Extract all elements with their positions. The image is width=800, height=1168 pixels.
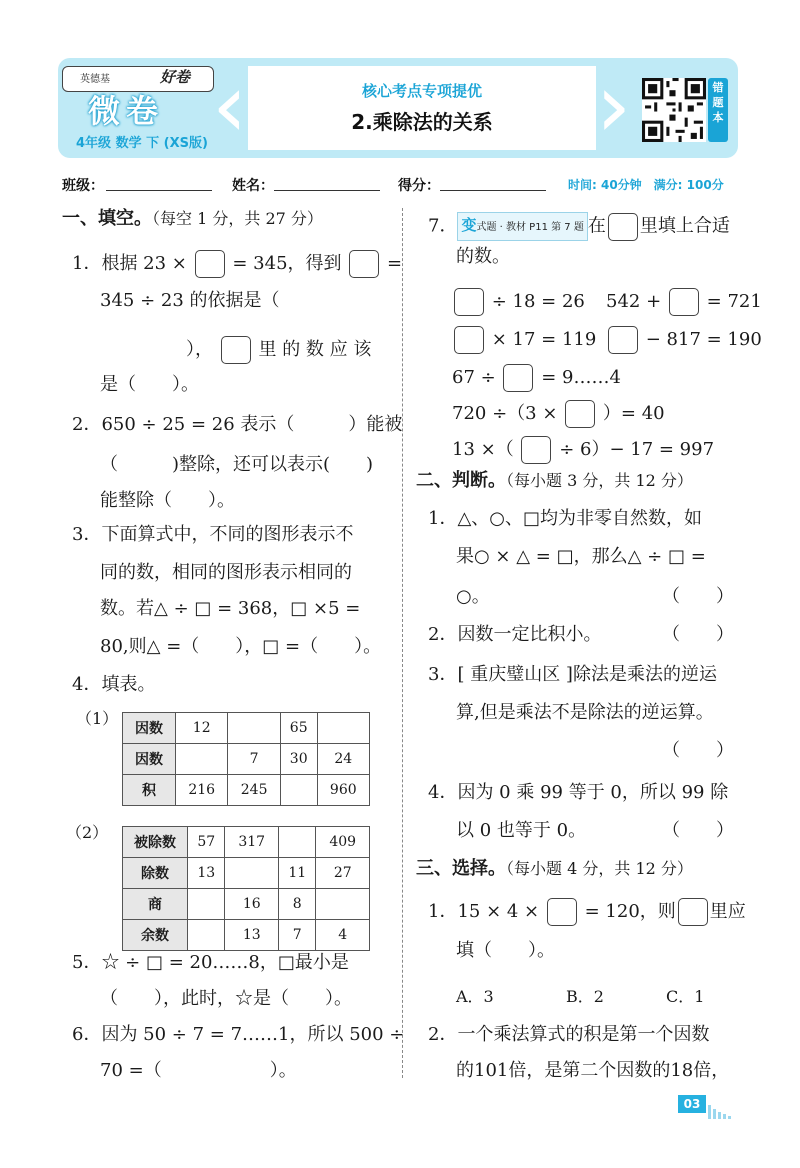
table-cell: 16 xyxy=(225,889,279,920)
table-cell: 65 xyxy=(280,713,317,744)
table-cell: 11 xyxy=(278,858,315,889)
class-label: 班级： xyxy=(62,178,104,194)
choice-1-text-c: 里应 xyxy=(709,901,746,922)
table-cell: 24 xyxy=(317,744,369,775)
table-cell[interactable] xyxy=(280,775,317,806)
table-cell: 积 xyxy=(123,775,176,806)
section-2-title: 二、判断。 xyxy=(416,470,506,491)
table-cell: 因数 xyxy=(123,744,176,775)
equation-2-text-b: = 721 xyxy=(706,291,762,312)
section-1-title: 一、填空。 xyxy=(62,208,152,229)
table-cell: 商 xyxy=(123,889,188,920)
judge-1-line-2: 果○ × △ = □，那么△ ÷ □ = xyxy=(456,546,706,567)
table-row xyxy=(123,827,370,858)
table-row xyxy=(123,713,370,744)
page-number: 03 xyxy=(678,1095,706,1113)
answer-box[interactable] xyxy=(349,250,379,278)
q1-text-d: 345 ÷ 23 的依据是（ xyxy=(100,290,280,311)
q2-line-2: （ )整除，还可以表示( ) xyxy=(100,454,374,475)
judge-4-answer[interactable]: （ ） xyxy=(662,820,734,841)
question-7-line-1 xyxy=(428,212,730,241)
decorative-bars-icon xyxy=(708,1100,733,1119)
choice-1-text-a: 1．15 × 4 × xyxy=(428,901,540,922)
table-cell: 7 xyxy=(228,744,280,775)
answer-box[interactable] xyxy=(608,326,638,354)
table-1-label: （1） xyxy=(76,709,119,728)
judge-3-line-1: 3．[ 重庆璧山区 ]除法是乘法的逆运 xyxy=(428,664,717,685)
q7-number: 7． xyxy=(428,215,458,237)
brand-small-text: 英德基 xyxy=(80,74,110,85)
table-cell[interactable] xyxy=(188,889,225,920)
q3-line-4: 80,则△ =（ ），□ =（ ）。 xyxy=(100,636,382,657)
judge-2-text: 2．因数一定比积小。 xyxy=(428,624,602,645)
q1-text-g: 是（ ）。 xyxy=(100,374,199,395)
q3-line-2: 同的数，相同的图形表示相同的 xyxy=(100,562,352,583)
answer-box[interactable] xyxy=(521,436,551,464)
table-cell[interactable] xyxy=(176,744,228,775)
table-cell: 57 xyxy=(188,827,225,858)
equation-5-text-b: = 9……4 xyxy=(541,367,621,388)
equation-7-text-a: 13 ×（ xyxy=(452,439,514,460)
answer-box[interactable] xyxy=(221,336,251,364)
table-2 xyxy=(122,826,370,951)
equation-2-text-a: 542 + xyxy=(606,291,662,312)
score-label: 得分： xyxy=(398,178,440,194)
table-cell: 960 xyxy=(317,775,369,806)
table-row xyxy=(123,889,370,920)
table-cell: 12 xyxy=(176,713,228,744)
equation-2 xyxy=(606,288,762,316)
name-label: 姓名： xyxy=(232,178,274,194)
judge-3-answer[interactable]: （ ） xyxy=(662,740,734,761)
page-subtitle: 核心考点专项提优 xyxy=(361,82,482,100)
error-book-tag: 错题本 xyxy=(708,78,728,142)
q1-text-c: = xyxy=(387,253,403,274)
section-2-note: （每小题 3 分，共 12 分） xyxy=(506,471,693,490)
choice-1-text-b: = 120，则 xyxy=(584,901,676,922)
name-field[interactable] xyxy=(274,190,380,191)
score-field[interactable] xyxy=(440,190,546,191)
time-score-info: 时间: 40分钟 满分: 100分 xyxy=(568,178,724,192)
table-cell: 13 xyxy=(188,858,225,889)
page-title: 2.乘除法的关系 xyxy=(351,110,493,134)
brand-title: 微卷 xyxy=(88,92,165,130)
choice-2-line-2: 的101倍，是第二个因数的18倍， xyxy=(456,1060,730,1081)
equation-6-text-a: 720 ÷（3 × xyxy=(452,403,558,424)
judge-4-line-1: 4．因为 0 乘 99 等于 0，所以 99 除 xyxy=(428,782,729,803)
section-3-note: （每小题 4 分，共 12 分） xyxy=(506,859,693,878)
equation-4 xyxy=(606,326,762,354)
variant-badge-text: 式题 · 教材 P11 第 7 题 xyxy=(476,222,584,233)
option-c[interactable]: C．1 xyxy=(666,987,705,1006)
chevron-right-icon: › xyxy=(596,54,632,157)
answer-box[interactable] xyxy=(669,288,699,316)
q7-text-b: 里填上合适 xyxy=(639,215,730,237)
q3-line-1: 3．下面算式中，不同的图形表示不 xyxy=(72,524,354,545)
table-cell: 245 xyxy=(228,775,280,806)
table-cell: 13 xyxy=(225,920,279,951)
judge-4-line-2: 以 0 也等于 0。 xyxy=(456,820,587,841)
section-1-note: （每空 1 分，共 27 分） xyxy=(152,209,323,228)
q4-text: 4．填表。 xyxy=(72,674,156,695)
brand-logo: 好卷 xyxy=(160,68,191,86)
section-3-heading xyxy=(416,858,693,880)
table-cell[interactable] xyxy=(316,889,370,920)
option-b[interactable]: B．2 xyxy=(566,987,604,1006)
equation-7-text-b: ÷ 6）− 17 = 997 xyxy=(559,439,715,460)
equation-6-text-b: ）= 40 xyxy=(602,403,665,424)
equation-7 xyxy=(452,436,714,464)
equation-3 xyxy=(452,326,596,354)
answer-box[interactable] xyxy=(608,213,638,241)
qr-code-icon[interactable] xyxy=(642,78,706,142)
equation-5-text-a: 67 ÷ xyxy=(452,367,496,388)
section-1-heading xyxy=(62,208,323,230)
judge-3-line-2: 算,但是乘法不是除法的逆运算。 xyxy=(456,702,714,723)
table-cell: 27 xyxy=(316,858,370,889)
answer-box[interactable] xyxy=(454,326,484,354)
question-1-line-1 xyxy=(72,250,402,278)
answer-box[interactable] xyxy=(565,400,595,428)
table-cell: 被除数 xyxy=(123,827,188,858)
q2-line-1: 2．650 ÷ 25 = 26 表示（ ）能被 xyxy=(72,414,403,435)
table-2-label: （2） xyxy=(66,823,109,842)
choice-1-line-1 xyxy=(428,898,746,926)
q1-text-a: 1．根据 23 × xyxy=(72,253,187,274)
answer-box[interactable] xyxy=(503,364,533,392)
equation-3-text: × 17 = 119 xyxy=(491,329,597,350)
judge-1-line-1: 1．△、○、□均为非零自然数，如 xyxy=(428,508,703,529)
table-cell: 除数 xyxy=(123,858,188,889)
answer-box[interactable] xyxy=(678,898,708,926)
equation-4-text: − 817 = 190 xyxy=(645,329,762,350)
table-cell[interactable] xyxy=(278,827,315,858)
table-cell[interactable] xyxy=(188,920,225,951)
judge-1-line-3: ○。 xyxy=(456,586,490,607)
variant-badge xyxy=(457,212,587,241)
variant-badge-char: 变 xyxy=(461,216,477,234)
table-cell: 409 xyxy=(316,827,370,858)
table-cell: 30 xyxy=(280,744,317,775)
q6-line-1: 6．因为 50 ÷ 7 = 7……1，所以 500 ÷ xyxy=(72,1024,405,1045)
judge-2-answer[interactable]: （ ） xyxy=(662,624,734,645)
q5-line-1: 5．☆ ÷ □ = 20……8，□最小是 xyxy=(72,952,349,973)
table-cell[interactable] xyxy=(228,713,280,744)
option-a[interactable]: A．3 xyxy=(456,987,494,1006)
equation-1-text: ÷ 18 = 26 xyxy=(491,291,585,312)
q1-text-e: ）， xyxy=(186,339,213,360)
answer-box[interactable] xyxy=(454,288,484,316)
section-2-heading xyxy=(416,470,693,492)
table-cell: 8 xyxy=(278,889,315,920)
equation-6 xyxy=(452,400,665,428)
table-row xyxy=(123,744,370,775)
class-field[interactable] xyxy=(106,190,212,191)
choice-2-line-1: 2．一个乘法算式的积是第一个因数 xyxy=(428,1024,710,1045)
q1-text-f: 里 的 数 应 该 xyxy=(258,339,372,360)
table-1 xyxy=(122,712,370,806)
table-cell[interactable] xyxy=(225,858,279,889)
table-cell: 7 xyxy=(278,920,315,951)
table-cell: 317 xyxy=(225,827,279,858)
table-cell: 216 xyxy=(176,775,228,806)
q6-line-2: 70 =（ ）。 xyxy=(100,1060,297,1081)
grade-label: 4年级 数学 下 (XS版) xyxy=(76,136,208,151)
answer-box[interactable] xyxy=(195,250,225,278)
q2-line-3: 能整除（ ）。 xyxy=(100,490,235,511)
q7-text-c: 的数。 xyxy=(456,246,510,267)
table-cell[interactable] xyxy=(317,713,369,744)
q7-text-a: 在 xyxy=(587,215,606,237)
table-cell: 余数 xyxy=(123,920,188,951)
answer-box[interactable] xyxy=(547,898,577,926)
equation-5 xyxy=(452,364,621,392)
q5-line-2: （ ），此时，☆是（ ）。 xyxy=(100,988,352,1009)
judge-1-answer[interactable]: （ ） xyxy=(662,586,734,607)
section-3-title: 三、选择。 xyxy=(416,858,506,879)
chevron-left-icon: ‹ xyxy=(212,54,248,157)
table-row xyxy=(123,775,370,806)
table-row xyxy=(123,858,370,889)
table-cell: 因数 xyxy=(123,713,176,744)
q3-line-3: 数。若△ ÷ □ = 368，□ ×5 = xyxy=(100,598,361,619)
q1-text-b: = 345，得到 xyxy=(232,253,342,274)
choice-1-line-2: 填（ ）。 xyxy=(456,940,555,961)
table-cell: 4 xyxy=(316,920,370,951)
question-1-line-3 xyxy=(186,336,371,364)
table-row xyxy=(123,920,370,951)
equation-1 xyxy=(452,288,585,316)
column-divider xyxy=(402,208,403,1078)
